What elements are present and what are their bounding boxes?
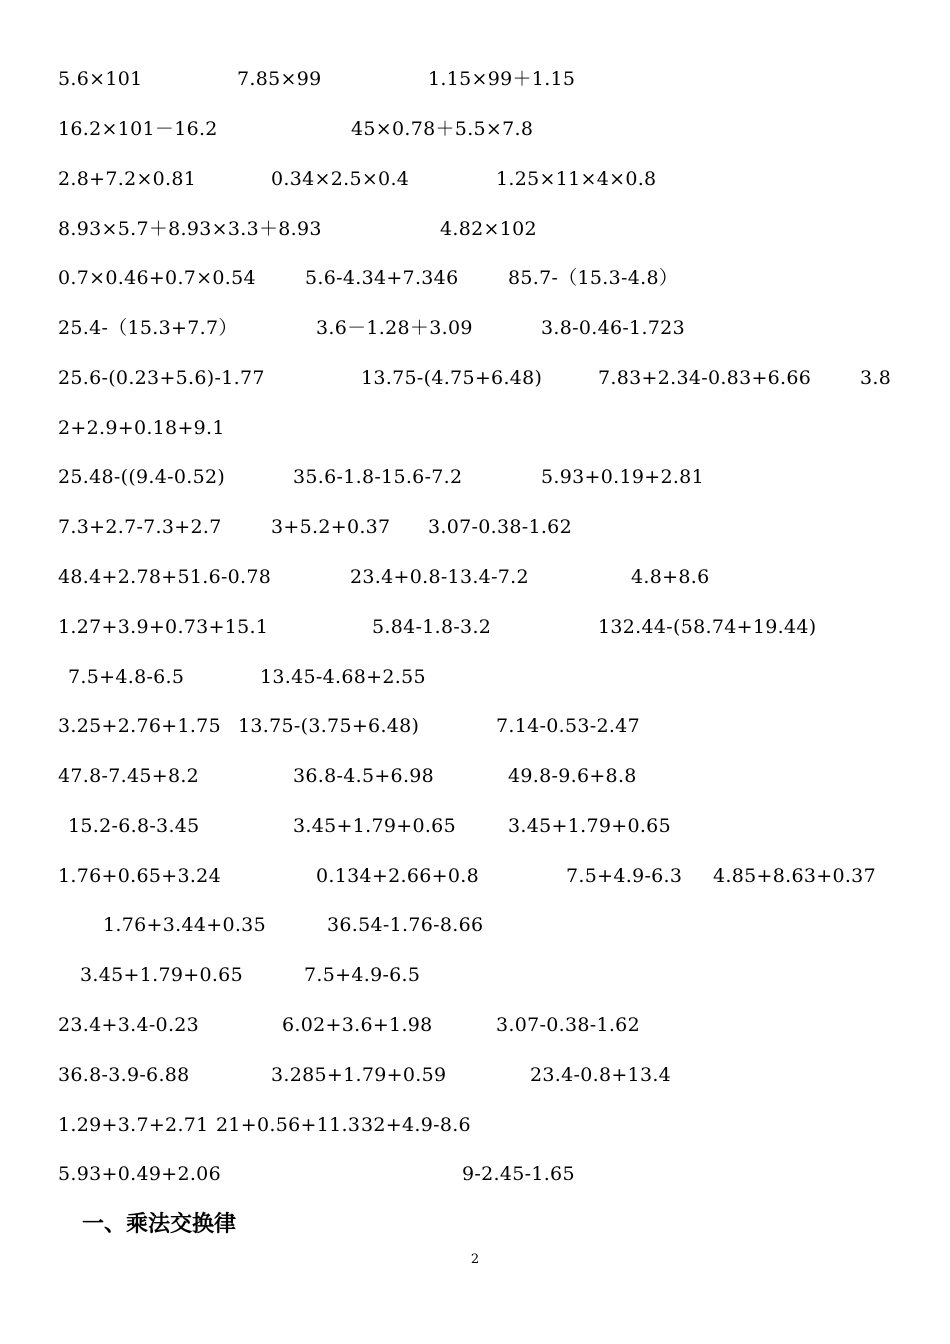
exercise-expression: 7.85×99 <box>237 68 322 90</box>
exercise-expression: 3.285+1.79+0.59 <box>271 1064 447 1086</box>
exercise-expression: 36.8-3.9-6.88 <box>58 1064 190 1086</box>
exercise-line <box>0 413 950 443</box>
exercise-expression: 5.93+0.49+2.06 <box>58 1163 221 1185</box>
exercise-line <box>0 811 950 841</box>
exercise-expression: 32+4.9-8.6 <box>361 1114 471 1136</box>
exercise-expression: 7.14-0.53-2.47 <box>496 715 640 737</box>
exercise-expression: 48.4+2.78+51.6-0.78 <box>58 566 272 588</box>
exercise-line <box>0 612 950 642</box>
exercise-expression: 7.83+2.34-0.83+6.66 <box>598 367 812 389</box>
exercise-line <box>0 313 950 343</box>
exercise-expression: 0.7×0.46+0.7×0.54 <box>58 267 256 289</box>
exercise-expression: 3.45+1.79+0.65 <box>508 815 671 837</box>
exercise-line <box>0 861 950 891</box>
exercise-line <box>0 363 950 393</box>
exercise-expression: 2+2.9+0.18+9.1 <box>58 417 225 439</box>
exercise-expression: 25.4-（15.3+7.7） <box>58 317 238 339</box>
exercise-expression: 7.5+4.8-6.5 <box>68 666 185 688</box>
exercise-line <box>0 562 950 592</box>
exercise-expression: 1.25×11×4×0.8 <box>496 168 657 190</box>
exercise-line <box>0 662 950 692</box>
exercise-expression: 1.29+3.7+2.71 <box>58 1114 209 1136</box>
exercise-expression: 0.34×2.5×0.4 <box>271 168 410 190</box>
exercise-expression: 25.6-(0.23+5.6)-1.77 <box>58 367 265 389</box>
exercise-line <box>0 1110 950 1140</box>
exercise-expression: 3.8 <box>860 367 892 389</box>
exercise-expression: 5.6-4.34+7.346 <box>305 267 459 289</box>
page-number: 2 <box>470 1252 480 1267</box>
exercise-expression: 5.6×101 <box>58 68 143 90</box>
exercise-line <box>0 512 950 542</box>
exercise-expression: 3.07-0.38-1.62 <box>496 1014 640 1036</box>
exercise-line <box>0 761 950 791</box>
exercise-expression: 85.7-（15.3-4.8） <box>508 267 679 289</box>
exercise-line <box>0 1159 950 1189</box>
exercise-expression: 0.134+2.66+0.8 <box>316 865 479 887</box>
exercise-expression: 47.8-7.45+8.2 <box>58 765 200 787</box>
exercise-expression: 3.25+2.76+1.75 <box>58 715 221 737</box>
exercise-line <box>0 114 950 144</box>
exercise-expression: 35.6-1.8-15.6-7.2 <box>293 466 463 488</box>
exercise-expression: 1.76+0.65+3.24 <box>58 865 221 887</box>
exercise-expression: 8.93×5.7＋8.93×3.3＋8.93 <box>58 218 322 240</box>
exercise-expression: 45×0.78＋5.5×7.8 <box>351 118 534 140</box>
exercise-expression: 23.4-0.8+13.4 <box>530 1064 672 1086</box>
exercise-expression: 9-2.45-1.65 <box>462 1163 575 1185</box>
exercise-expression: 2.8+7.2×0.81 <box>58 168 197 190</box>
exercise-expression: 49.8-9.6+8.8 <box>508 765 637 787</box>
exercise-expression: 13.45-4.68+2.55 <box>260 666 426 688</box>
exercise-expression: 3.07-0.38-1.62 <box>428 516 572 538</box>
exercise-line <box>0 64 950 94</box>
exercise-expression: 1.15×99＋1.15 <box>428 68 576 90</box>
exercise-expression: 4.85+8.63+0.37 <box>713 865 876 887</box>
exercise-line <box>0 1010 950 1040</box>
exercise-expression: 7.5+4.9-6.5 <box>304 964 421 986</box>
exercise-expression: 16.2×101－16.2 <box>58 118 218 140</box>
exercise-line <box>0 711 950 741</box>
exercise-expression: 4.8+8.6 <box>631 566 710 588</box>
exercise-expression: 13.75-(4.75+6.48) <box>361 367 543 389</box>
exercise-expression: 7.5+4.9-6.3 <box>566 865 683 887</box>
exercise-expression: 36.8-4.5+6.98 <box>293 765 435 787</box>
exercise-expression: 13.75-(3.75+6.48) <box>238 715 420 737</box>
exercise-expression: 132.44-(58.74+19.44) <box>598 616 817 638</box>
exercise-expression: 15.2-6.8-3.45 <box>68 815 200 837</box>
exercise-line <box>0 1060 950 1090</box>
exercise-expression: 23.4+3.4-0.23 <box>58 1014 200 1036</box>
exercise-expression: 7.3+2.7-7.3+2.7 <box>58 516 222 538</box>
exercise-line <box>0 164 950 194</box>
exercise-expression: 6.02+3.6+1.98 <box>282 1014 433 1036</box>
exercise-expression: 1.27+3.9+0.73+15.1 <box>58 616 269 638</box>
exercise-expression: 25.48-((9.4-0.52) <box>58 466 226 488</box>
exercise-expression: 3.6－1.28＋3.09 <box>316 317 473 339</box>
exercise-expression: 5.93+0.19+2.81 <box>541 466 704 488</box>
exercise-line <box>0 214 950 244</box>
exercise-line <box>0 960 950 990</box>
exercise-expression: 5.84-1.8-3.2 <box>372 616 492 638</box>
exercise-expression: 23.4+0.8-13.4-7.2 <box>350 566 529 588</box>
exercise-line <box>0 263 950 293</box>
exercise-expression: 3.45+1.79+0.65 <box>80 964 243 986</box>
exercise-expression: 36.54-1.76-8.66 <box>327 914 484 936</box>
exercise-expression: 3.8-0.46-1.723 <box>541 317 685 339</box>
exercise-line <box>0 910 950 940</box>
exercise-expression: 3.45+1.79+0.65 <box>293 815 456 837</box>
section-heading: 一、乘法交换律 <box>82 1212 237 1237</box>
exercise-line <box>0 462 950 492</box>
exercise-expression: 3+5.2+0.37 <box>271 516 391 538</box>
exercise-expression: 21+0.56+11.3 <box>216 1114 361 1136</box>
exercise-expression: 4.82×102 <box>440 218 537 240</box>
exercise-expression: 1.76+3.44+0.35 <box>103 914 266 936</box>
